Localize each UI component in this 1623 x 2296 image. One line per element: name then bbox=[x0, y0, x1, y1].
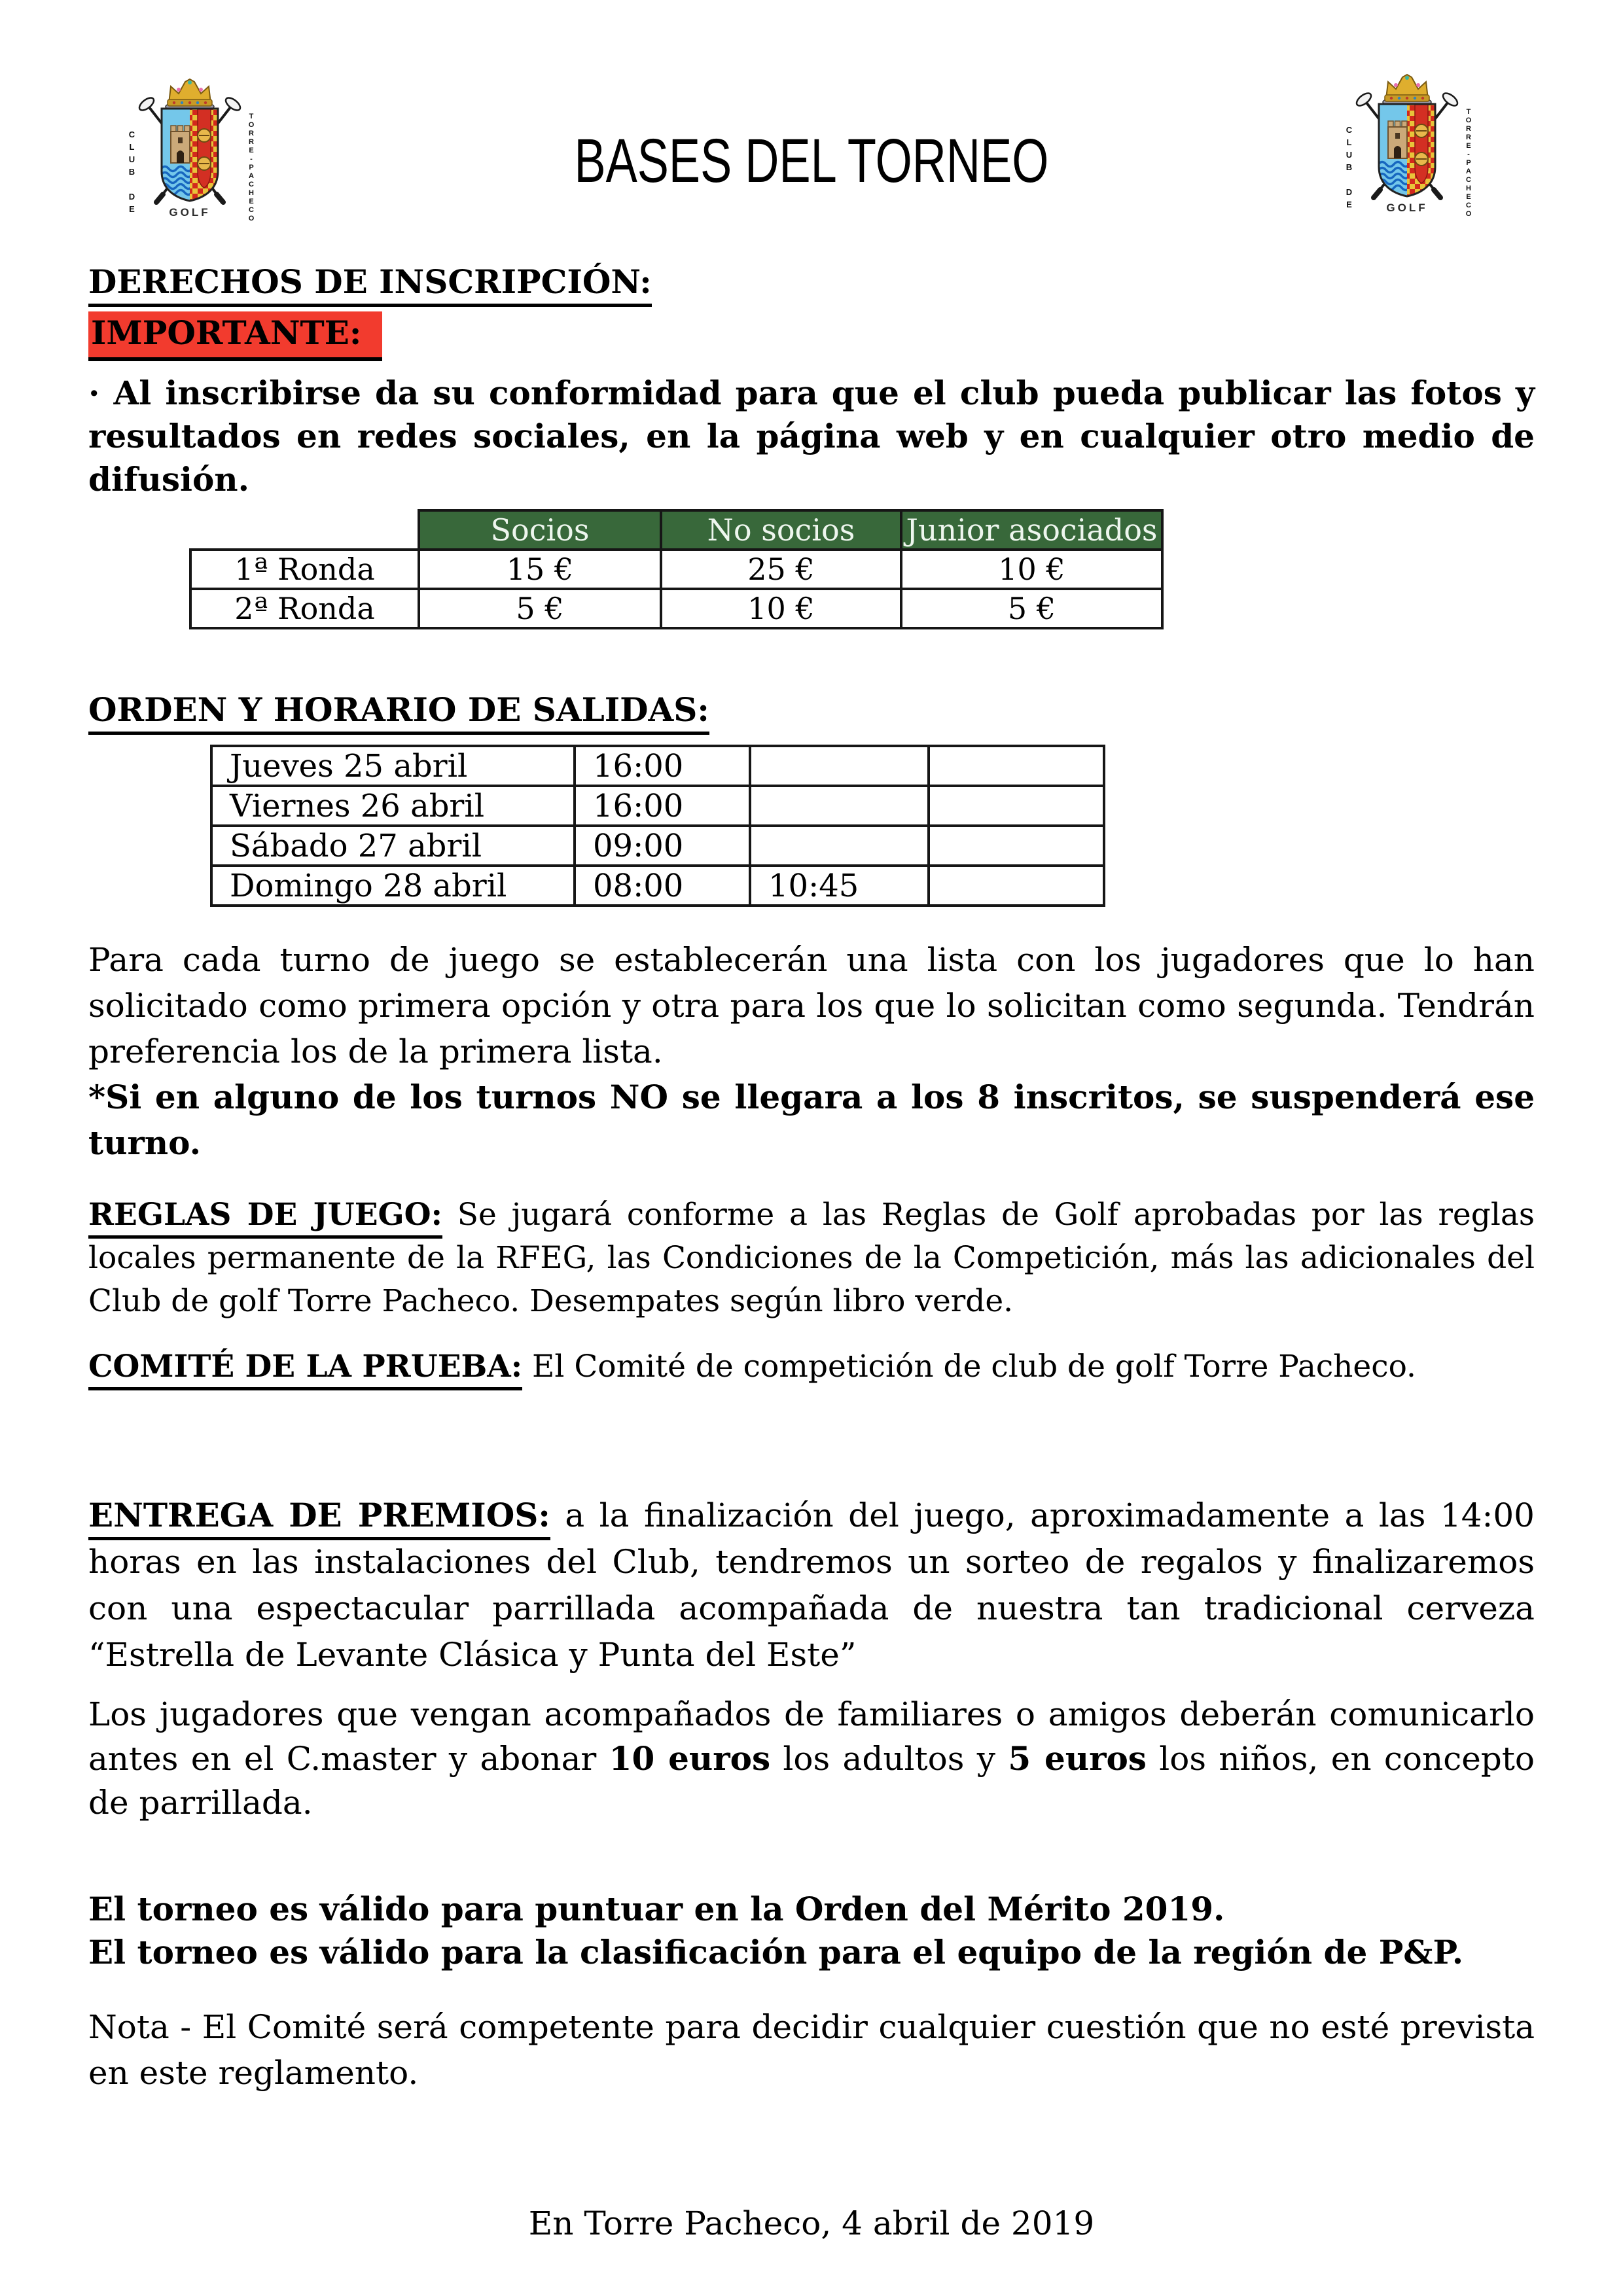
fees-row-1-no-socios: 25 € bbox=[661, 550, 901, 589]
nota-paragraph: Nota - El Comité será competente para decidir cualquier cuestión que no esté prevista en este reglamento. bbox=[88, 2008, 1535, 2092]
schedule-time-1: 09:00 bbox=[575, 826, 750, 866]
schedule-day: Domingo 28 abril bbox=[211, 866, 575, 906]
schedule-table bbox=[210, 745, 1105, 907]
title-wrap bbox=[88, 126, 1535, 197]
schedule-row bbox=[211, 866, 1104, 906]
crest-torre-pacheco-label: TORRE-PACHECO bbox=[247, 113, 255, 223]
schedule-row bbox=[211, 746, 1104, 786]
parrillada-text-3: los niños, en concepto de parrillada. bbox=[88, 1740, 1535, 1822]
page-title: BASES DEL TORNEO bbox=[574, 126, 1049, 196]
schedule-time-2 bbox=[750, 786, 929, 826]
premios-text: a la finalización del juego, aproximadamente a las 14:00 horas en las instalaciones del Club, tendremos un sorteo de regalos y finalizaremos con una espectacular parrillada acompañada de nuestra tan tradicional cerveza “Estrella de Levante Clásica y Punta del Este” bbox=[88, 1496, 1535, 1674]
crown-icon bbox=[1383, 75, 1431, 107]
fees-header-no-socios: No socios bbox=[661, 510, 901, 550]
crest-club-de-label: CLUB DE bbox=[1344, 125, 1354, 212]
schedule-day: Sábado 27 abril bbox=[211, 826, 575, 866]
fees-row-1-label: 1ª Ronda bbox=[190, 550, 419, 589]
schedule-row bbox=[211, 826, 1104, 866]
fees-header-junior: Junior asociados bbox=[901, 510, 1162, 550]
parrillada-text-2: los adultos y bbox=[770, 1740, 1008, 1778]
schedule-time-3 bbox=[929, 746, 1104, 786]
turnos-bold-note: *Si en alguno de los turnos NO se llegara a los 8 inscritos, se suspenderá ese turno. bbox=[88, 1078, 1535, 1162]
schedule-time-2 bbox=[750, 826, 929, 866]
merito-line-1: El torneo es válido para puntuar en la Orden del Mérito 2019. bbox=[88, 1890, 1225, 1928]
club-crest-right bbox=[1342, 69, 1472, 221]
parrillada-text-1: Los jugadores que vengan acompañados de familiares o amigos deberán comunicarlo antes en el C.master y abonar bbox=[88, 1695, 1535, 1778]
horario-heading bbox=[88, 690, 1535, 730]
schedule-time-1: 08:00 bbox=[575, 866, 750, 906]
club-crest-icon bbox=[1342, 69, 1472, 221]
crest-golf-label: GOLF bbox=[169, 206, 211, 219]
footer-dateline: En Torre Pacheco, 4 abril de 2019 bbox=[528, 2204, 1095, 2242]
reglas-text: Se jugará conforme a las Reglas de Golf aprobadas por las reglas locales permanente de la RFEG, las Condiciones de la Competición, más las adicionales del Club de golf Torre Pacheco. Desempates según libro verde. bbox=[88, 1197, 1535, 1319]
merito-line-2: El torneo es válido para la clasificación para el equipo de la región de P&P. bbox=[88, 1933, 1464, 1971]
fees-row-2-no-socios: 10 € bbox=[661, 589, 901, 628]
parrillada-price-adults: 10 euros bbox=[609, 1739, 771, 1778]
fees-table bbox=[189, 509, 1164, 629]
schedule-time-1: 16:00 bbox=[575, 746, 750, 786]
importante-highlight: IMPORTANTE: bbox=[88, 311, 382, 361]
fees-row-2 bbox=[190, 589, 1162, 628]
comite-text: El Comité de competición de club de golf Torre Pacheco. bbox=[522, 1349, 1416, 1385]
derechos-heading-text: DERECHOS DE INSCRIPCIÓN: bbox=[88, 262, 652, 307]
shield-icon bbox=[1378, 104, 1435, 196]
turnos-paragraph: Para cada turno de juego se establecerán una lista con los jugadores que lo han solicitado como primera opción y otra para los que lo solicitan como segunda. Tendrán preferencia los de la primera lista. bbox=[88, 941, 1535, 1070]
crown-icon bbox=[166, 79, 214, 112]
schedule-time-2: 10:45 bbox=[750, 866, 929, 906]
schedule-day: Viernes 26 abril bbox=[211, 786, 575, 826]
tower-icon bbox=[1388, 121, 1407, 158]
schedule-row bbox=[211, 786, 1104, 826]
schedule-day: Jueves 25 abril bbox=[211, 746, 575, 786]
crest-golf-label: GOLF bbox=[1386, 202, 1428, 214]
document-header bbox=[88, 0, 1535, 262]
schedule-time-2 bbox=[750, 746, 929, 786]
schedule-time-3 bbox=[929, 866, 1104, 906]
parrillada-paragraph bbox=[88, 1693, 1535, 1825]
comite-paragraph bbox=[88, 1345, 1535, 1388]
premios-label: ENTREGA DE PREMIOS: bbox=[88, 1496, 550, 1540]
bullet-paragraph: · Al inscribirse da su conformidad para que el club pueda publicar las fotos y resultados en redes sociales, en la página web y en cualquier otro medio de difusión. bbox=[88, 374, 1535, 499]
reglas-paragraph bbox=[88, 1193, 1535, 1323]
crest-torre-pacheco-label: TORRE-PACHECO bbox=[1465, 108, 1472, 219]
fees-row-1-socios: 15 € bbox=[419, 550, 661, 589]
schedule-time-3 bbox=[929, 786, 1104, 826]
reglas-label: REGLAS DE JUEGO: bbox=[88, 1197, 442, 1239]
fees-row-2-label: 2ª Ronda bbox=[190, 589, 419, 628]
fees-row-1 bbox=[190, 550, 1162, 589]
crest-club-de-label: CLUB DE bbox=[127, 130, 137, 217]
horario-heading-text: ORDEN Y HORARIO DE SALIDAS: bbox=[88, 690, 709, 735]
derechos-heading bbox=[88, 262, 1535, 302]
fees-row-1-junior: 10 € bbox=[901, 550, 1162, 589]
premios-paragraph bbox=[88, 1492, 1535, 1678]
fees-corner-cell bbox=[190, 510, 419, 550]
parrillada-price-children: 5 euros bbox=[1008, 1739, 1147, 1778]
importante-line bbox=[88, 311, 1535, 361]
merito-block bbox=[88, 1888, 1535, 1974]
comite-label: COMITÉ DE LA PRUEBA: bbox=[88, 1349, 522, 1390]
fees-row-2-socios: 5 € bbox=[419, 589, 661, 628]
fees-header-socios: Socios bbox=[419, 510, 661, 550]
fees-header-row bbox=[190, 510, 1162, 550]
fees-row-2-junior: 5 € bbox=[901, 589, 1162, 628]
schedule-time-1: 16:00 bbox=[575, 786, 750, 826]
schedule-time-3 bbox=[929, 826, 1104, 866]
